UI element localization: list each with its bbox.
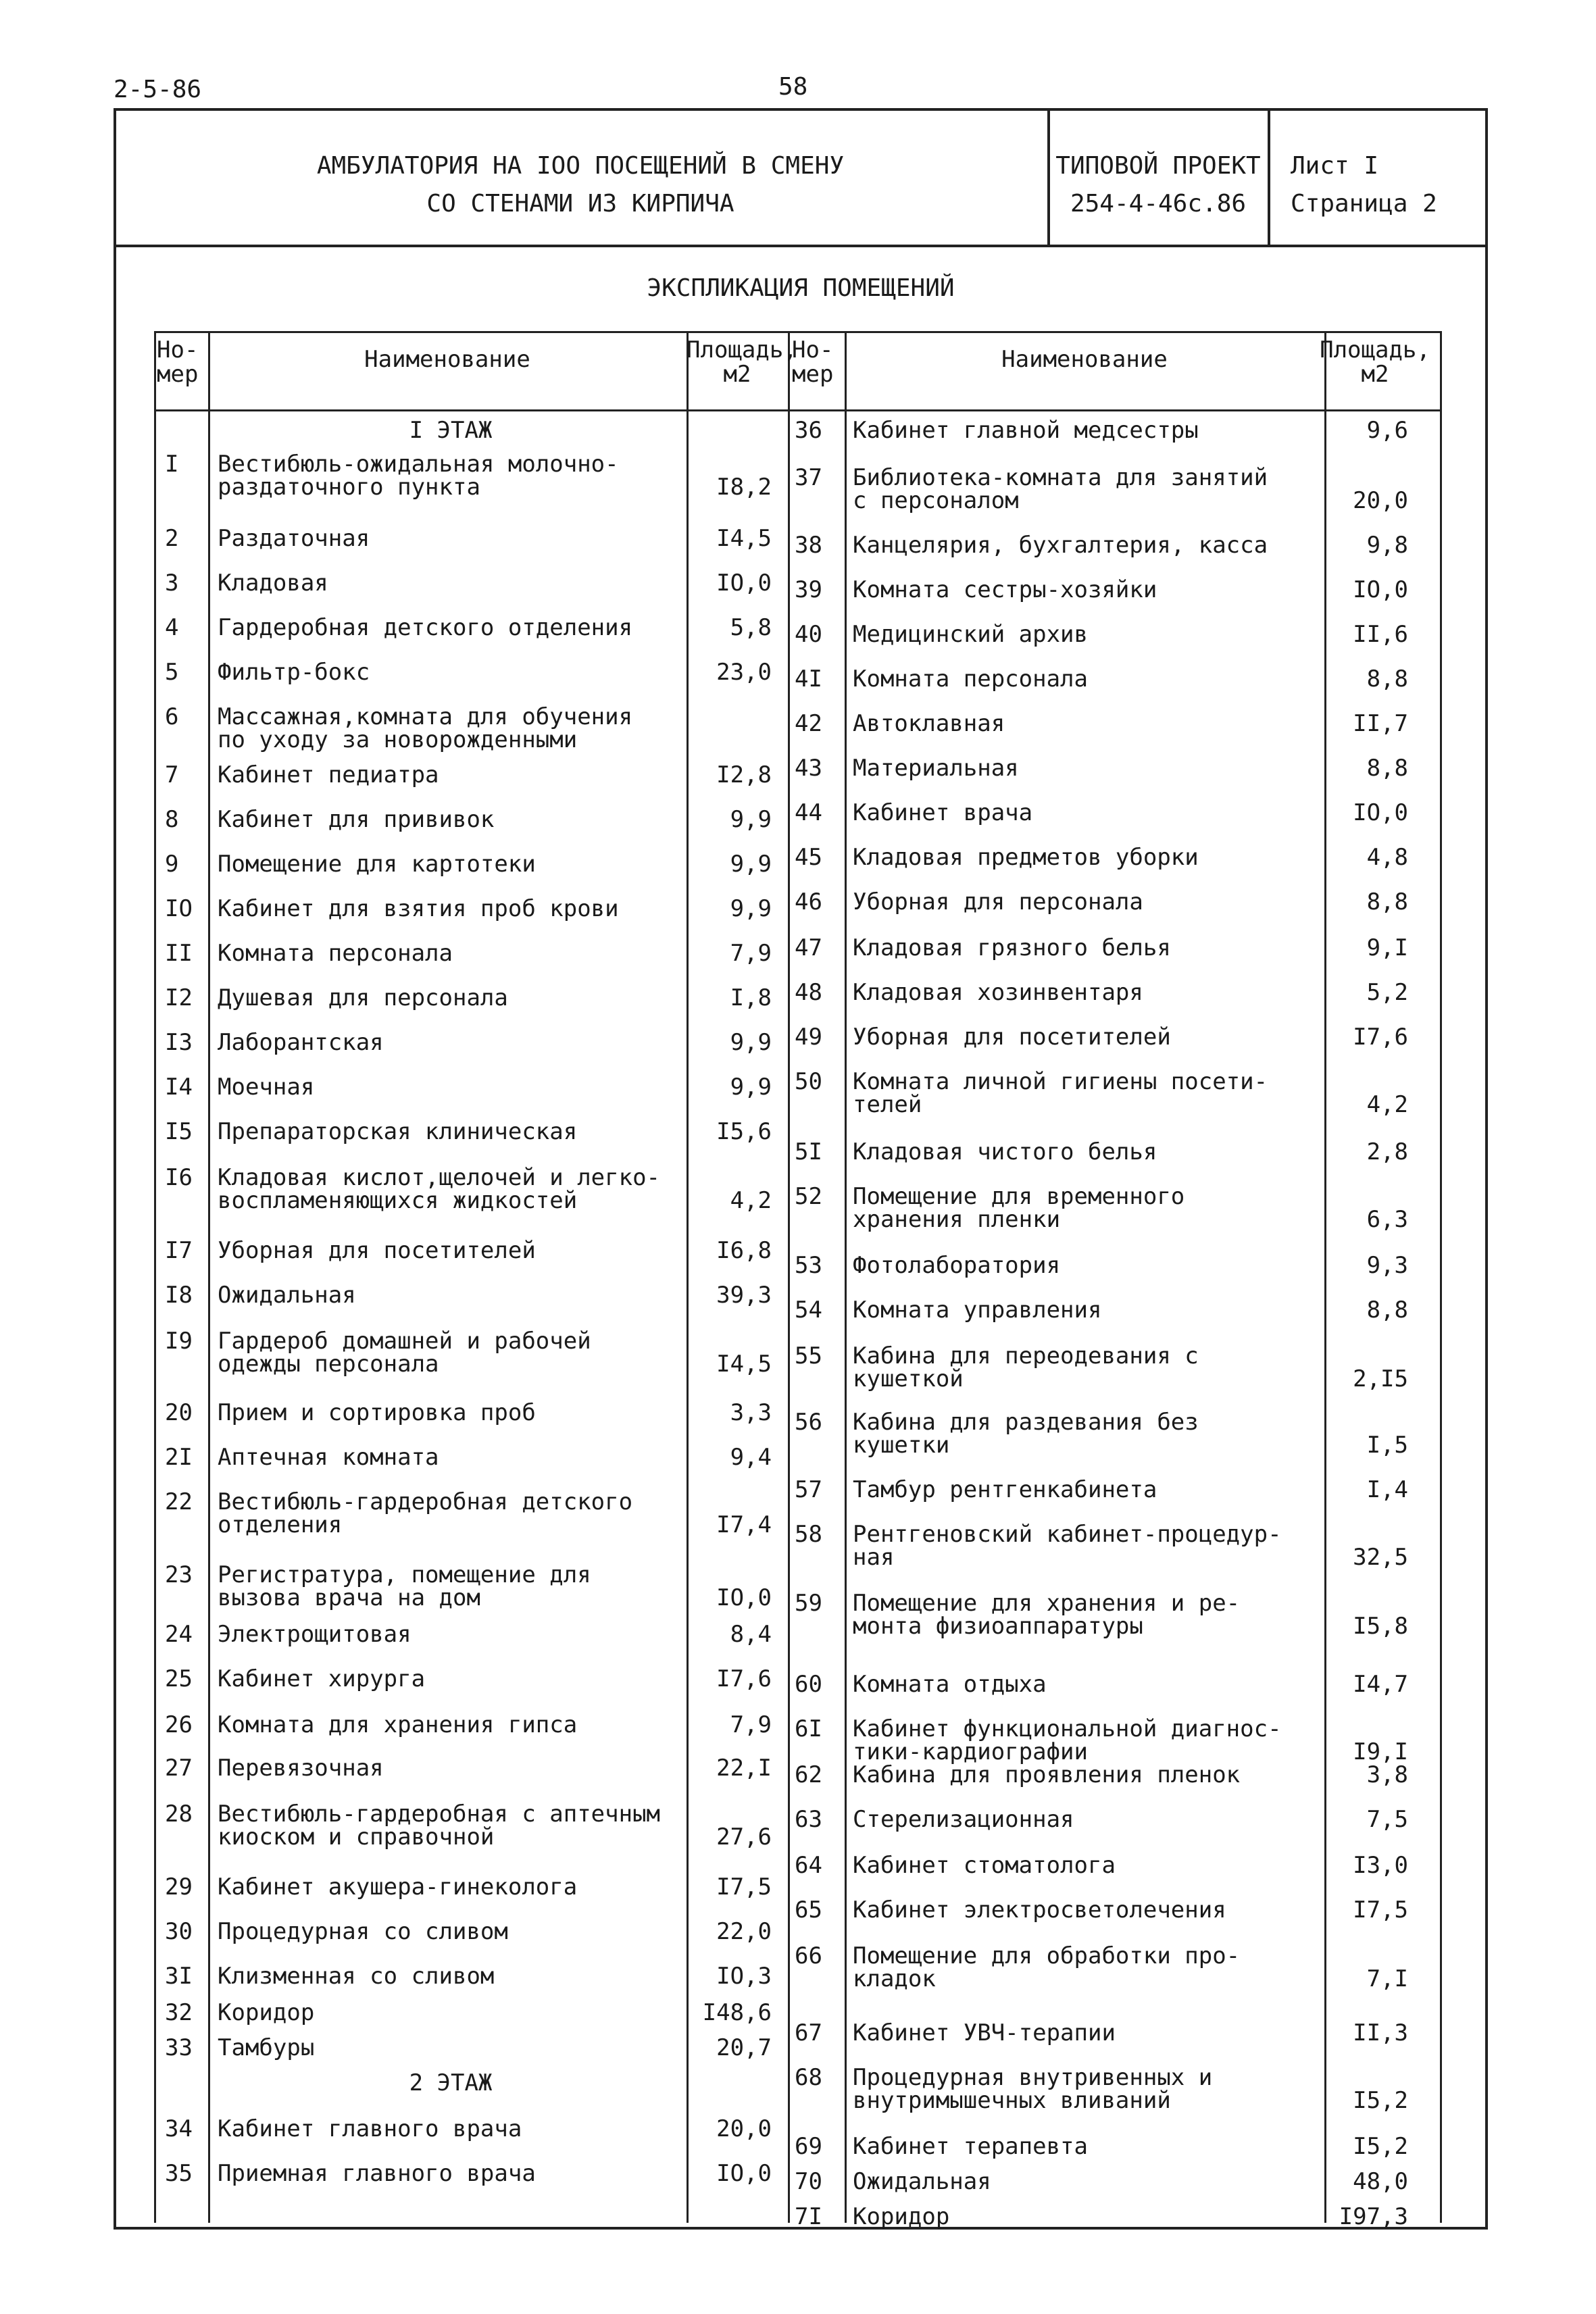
room-area: I9,I [1353,1738,1408,1765]
room-area: 8,8 [1366,888,1408,915]
room-area: 20,7 [716,2034,772,2061]
room-name: Кабинет стоматолога [853,1852,1116,1879]
title-line-1: АМБУЛАТОРИЯ НА IOO ПОСЕЩЕНИЙ В СМЕНУ [316,152,845,180]
room-area: 4,8 [1366,844,1408,871]
col-header-name-left: Наименование [364,346,530,373]
room-area: 3,8 [1366,1761,1408,1788]
room-area: 5,8 [730,614,772,641]
room-area: 2,8 [1366,1138,1408,1165]
room-number: I3 [165,1029,193,1056]
room-area: IO,0 [716,570,772,597]
room-number: 5I [795,1138,822,1165]
room-area: 8,8 [1366,665,1408,693]
room-number: 5 [165,659,179,686]
room-number: 9 [165,851,179,878]
room-area: I7,6 [1353,1024,1408,1051]
room-name: Моечная [218,1074,315,1101]
header-separator [154,409,1442,411]
room-number: I4 [165,1074,193,1101]
room-name: Гардеробная детского отделения [218,614,633,641]
room-area: 9,9 [730,1029,772,1056]
room-number: 39 [795,576,822,603]
room-area: 9,9 [730,895,772,922]
room-name: Кабинет главного врача [218,2115,522,2142]
room-number: 67 [795,2019,822,2046]
room-area: 23,0 [716,659,772,686]
room-area: IO,0 [1353,799,1408,826]
room-number: 28 [165,1801,193,1828]
room-number: 24 [165,1621,193,1648]
room-area: I6,8 [716,1237,772,1264]
room-name: Кабинет для взятия проб крови [218,895,619,922]
room-name: Кабина для раздевания без кушетки [853,1409,1199,1459]
room-area: 5,2 [1366,979,1408,1006]
room-number: I [165,451,179,478]
room-area: I2,8 [716,761,772,788]
room-name: Уборная для посетителей [853,1024,1171,1051]
room-area: IO,0 [716,2160,772,2187]
room-area: 4,2 [730,1187,772,1214]
room-name: Комната персонала [218,940,453,967]
room-area: I4,5 [716,1351,772,1378]
room-area: 22,0 [716,1918,772,1945]
room-area: I3,0 [1353,1852,1408,1879]
room-area: 8,4 [730,1621,772,1648]
room-number: 35 [165,2160,193,2187]
room-area: I,8 [730,984,772,1011]
room-number: 46 [795,888,822,915]
room-area: I8,2 [716,474,772,501]
room-name: Помещение для хранения и ре- монта физиоаппаратуры [853,1590,1241,1640]
room-name: Канцелярия, бухгалтерия, касса [853,532,1268,559]
room-area: I4,7 [1353,1671,1408,1698]
project-code: 254-4-46с.86 [1070,190,1247,218]
room-area: 8,8 [1366,755,1408,782]
room-name: Гардероб домашней и рабочей одежды персонала [218,1328,591,1378]
room-area: 9,9 [730,1074,772,1101]
room-number: 40 [795,621,822,648]
room-name: Коридор [218,1999,315,2026]
room-number: 30 [165,1918,193,1945]
room-area: I4,5 [716,525,772,552]
room-name: Кабинет главной медсестры [853,417,1199,444]
room-name: Комната управления [853,1297,1102,1324]
room-number: 64 [795,1852,822,1879]
room-name: Аптечная комната [218,1444,439,1471]
room-name: Уборная для посетителей [218,1237,536,1264]
room-area: I5,6 [716,1118,772,1145]
room-name: Препараторская клиническая [218,1118,578,1145]
room-number: 7I [795,2203,822,2230]
room-number: 49 [795,1024,822,1051]
room-name: Кабинет УВЧ-терапии [853,2019,1116,2046]
room-name: Помещение для обработки про- кладок [853,1942,1241,1992]
room-number: 58 [795,1521,822,1548]
room-name: Приемная главного врача [218,2160,536,2187]
room-area: I5,2 [1353,2133,1408,2160]
room-name: Комната личной гигиены посети- телей [853,1068,1268,1118]
room-area: 9,9 [730,806,772,833]
room-name: Стерелизационная [853,1806,1074,1833]
title-line-2: СО СТЕНАМИ ИЗ КИРПИЧА [426,190,734,218]
room-number: 4I [795,665,822,693]
room-area: 7,I [1366,1965,1408,1992]
room-area: 9,I [1366,934,1408,961]
floor-heading: 2 ЭТАЖ [409,2069,493,2096]
room-area: II,6 [1353,621,1408,648]
room-number: 59 [795,1590,822,1617]
room-name: Прием и сортировка проб [218,1399,536,1426]
room-name: Кабина для переодевания с кушеткой [853,1342,1199,1392]
room-number: 20 [165,1399,193,1426]
project-block [1050,147,1266,223]
room-name: Помещение для картотеки [218,851,536,878]
room-name: Фотолаборатория [853,1252,1061,1279]
room-name: Комната персонала [853,665,1088,693]
room-area: 48,0 [1353,2168,1408,2195]
room-area: I48,6 [702,1999,772,2026]
room-number: 53 [795,1252,822,1279]
room-name: Кладовая предметов уборки [853,844,1199,871]
room-number: 6I [795,1715,822,1742]
room-name: Помещение для временного хранения пленки [853,1183,1185,1233]
room-name: Комната сестры-хозяйки [853,576,1157,603]
room-number: 57 [795,1476,822,1503]
room-area: 20,0 [716,2115,772,2142]
room-name: Раздаточная [218,525,370,552]
room-area: 9,4 [730,1444,772,1471]
document-code: 2-5-86 [114,76,202,103]
room-number: 50 [795,1068,822,1095]
room-number: 7 [165,761,179,788]
room-number: 55 [795,1342,822,1369]
room-name: Кладовая кислот,щелочей и легко- воспламеняющихся жидкостей [218,1164,661,1214]
room-area: 9,8 [1366,532,1408,559]
col-line-num-right [788,331,790,2223]
room-number: 54 [795,1297,822,1324]
page-number: 58 [778,73,808,101]
room-area: 7,5 [1366,1806,1408,1833]
room-number: 36 [795,417,822,444]
room-area: II,7 [1353,710,1408,737]
room-area: 32,5 [1353,1544,1408,1571]
room-name: Вестибюль-гардеробная с аптечным киоском и справочной [218,1801,661,1851]
room-name: Медицинский архив [853,621,1088,648]
room-name: Вестибюль-ожидальная молочно- раздаточного пункта [218,451,619,501]
room-area: I97,3 [1339,2203,1408,2230]
room-number: 48 [795,979,822,1006]
room-name: Душевая для персонала [218,984,508,1011]
room-name: Электрощитовая [218,1621,412,1648]
room-name: Материальная [853,755,1019,782]
room-area: 39,3 [716,1282,772,1309]
room-name: Комната для хранения гипса [218,1711,578,1738]
room-name: Кабина для проявления пленок [853,1761,1241,1788]
title-divider-2 [1268,108,1270,245]
room-number: 70 [795,2168,822,2195]
room-name: Рентгеновский кабинет-процедур- ная [853,1521,1282,1571]
room-area: 27,6 [716,1823,772,1851]
col-header-area-left: Площадь, м2 [687,336,797,388]
room-area: I5,2 [1353,2087,1408,2114]
room-name: Кладовая чистого белья [853,1138,1157,1165]
room-number: 22 [165,1488,193,1515]
col-header-number-left: Но- мер [157,336,199,388]
room-number: 3 [165,570,179,597]
room-number: 43 [795,755,822,782]
room-number: 37 [795,464,822,491]
room-area: 22,I [716,1755,772,1782]
col-line-area-left [687,331,689,2223]
room-area: I7,4 [716,1511,772,1538]
room-number: 68 [795,2064,822,2091]
project-label: ТИПОВОЙ ПРОЕКТ [1055,152,1261,180]
sheet-label: Лист I [1291,152,1379,180]
room-number: I7 [165,1237,193,1264]
room-area: 20,0 [1353,487,1408,514]
room-number: 44 [795,799,822,826]
room-name: Массажная,комната для обучения по уходу за новорожденными [218,703,633,753]
room-area: IO,0 [1353,576,1408,603]
room-area: 7,9 [730,940,772,967]
room-name: Кабинет хирурга [218,1665,426,1692]
room-number: 34 [165,2115,193,2142]
room-name: Тамбур рентгенкабинета [853,1476,1157,1503]
room-number: 29 [165,1873,193,1901]
room-area: 7,9 [730,1711,772,1738]
room-number: I8 [165,1282,193,1309]
room-area: 9,9 [730,851,772,878]
room-name: Лаборантская [218,1029,384,1056]
room-name: Кладовая хозинвентаря [853,979,1143,1006]
room-number: 3I [165,1963,193,1990]
room-number: 23 [165,1561,193,1588]
room-number: 63 [795,1806,822,1833]
room-name: Ожидальная [218,1282,356,1309]
room-area: I,4 [1366,1476,1408,1503]
room-area: IO,0 [716,1584,772,1611]
room-number: 65 [795,1896,822,1923]
room-name: Процедурная со сливом [218,1918,508,1945]
room-number: I6 [165,1164,193,1191]
room-number: 60 [795,1671,822,1698]
room-number: 62 [795,1761,822,1788]
room-area: I7,6 [716,1665,772,1692]
room-number: I2 [165,984,193,1011]
col-line-area-right [1324,331,1326,2223]
room-number: I9 [165,1328,193,1355]
room-area: I7,5 [1353,1896,1408,1923]
room-area: 4,2 [1366,1091,1408,1118]
room-number: 8 [165,806,179,833]
room-number: 42 [795,710,822,737]
room-number: 6 [165,703,179,730]
room-number: 56 [795,1409,822,1436]
room-number: 26 [165,1711,193,1738]
room-number: 47 [795,934,822,961]
room-number: 4 [165,614,179,641]
room-name: Кабинет для прививок [218,806,495,833]
room-name: Процедурная внутривенных и внутримышечных вливаний [853,2064,1213,2114]
room-name: Комната отдыха [853,1671,1047,1698]
room-number: 2 [165,525,179,552]
room-area: 9,6 [1366,417,1408,444]
room-number: 25 [165,1665,193,1692]
room-number: 27 [165,1755,193,1782]
room-number: 33 [165,2034,193,2061]
room-area: 9,3 [1366,1252,1408,1279]
title-block [114,108,1488,247]
room-name: Кабинет педиатра [218,761,439,788]
room-number: 32 [165,1999,193,2026]
room-area: IO,3 [716,1963,772,1990]
room-number: 69 [795,2133,822,2160]
floor-heading: I ЭТАЖ [409,417,493,444]
room-name: Ожидальная [853,2168,991,2195]
room-number: 45 [795,844,822,871]
room-name: Кладовая [218,570,328,597]
room-area: II,3 [1353,2019,1408,2046]
col-header-number-right: Но- мер [792,336,834,388]
room-name: Коридор [853,2203,950,2230]
room-number: 52 [795,1183,822,1210]
room-name: Кладовая грязного белья [853,934,1171,961]
room-name: Тамбуры [218,2034,315,2061]
room-name: Перевязочная [218,1755,384,1782]
room-area: 6,3 [1366,1206,1408,1233]
room-number: 38 [795,532,822,559]
room-name: Клизменная со сливом [218,1963,495,1990]
room-number: I5 [165,1118,193,1145]
room-name: Вестибюль-гардеробная детского отделения [218,1488,633,1538]
room-number: II [165,940,193,967]
room-number: 66 [795,1942,822,1969]
room-number: IO [165,895,193,922]
section-title: ЭКСПЛИКАЦИЯ ПОМЕЩЕНИЙ [647,274,955,302]
room-name: Фильтр-бокс [218,659,370,686]
room-area: I7,5 [716,1873,772,1901]
page-label: Страница 2 [1291,190,1437,218]
room-name: Кабинет функциональной диагнос- тики-кардиографии [853,1715,1282,1765]
room-area: I5,8 [1353,1613,1408,1640]
room-name: Кабинет электросветолечения [853,1896,1226,1923]
room-area: I,5 [1366,1432,1408,1459]
room-name: Регистратура, помещение для вызова врача на дом [218,1561,591,1611]
room-name: Библиотека-комната для занятий с персоналом [853,464,1268,514]
room-name: Кабинет акушера-гинеколога [218,1873,578,1901]
document-title [114,147,1047,223]
room-area: 2,I5 [1353,1365,1408,1392]
room-number: 2I [165,1444,193,1471]
col-header-area-right: Площадь, м2 [1320,336,1430,388]
room-name: Кабинет терапевта [853,2133,1088,2160]
room-name: Автоклавная [853,710,1005,737]
room-area: 3,3 [730,1399,772,1426]
room-area: 8,8 [1366,1297,1408,1324]
room-name: Кабинет врача [853,799,1033,826]
sheet-block [1291,147,1437,223]
col-line-name-right [845,331,847,2223]
room-name: Уборная для персонала [853,888,1143,915]
col-header-name-right: Наименование [1001,346,1168,373]
